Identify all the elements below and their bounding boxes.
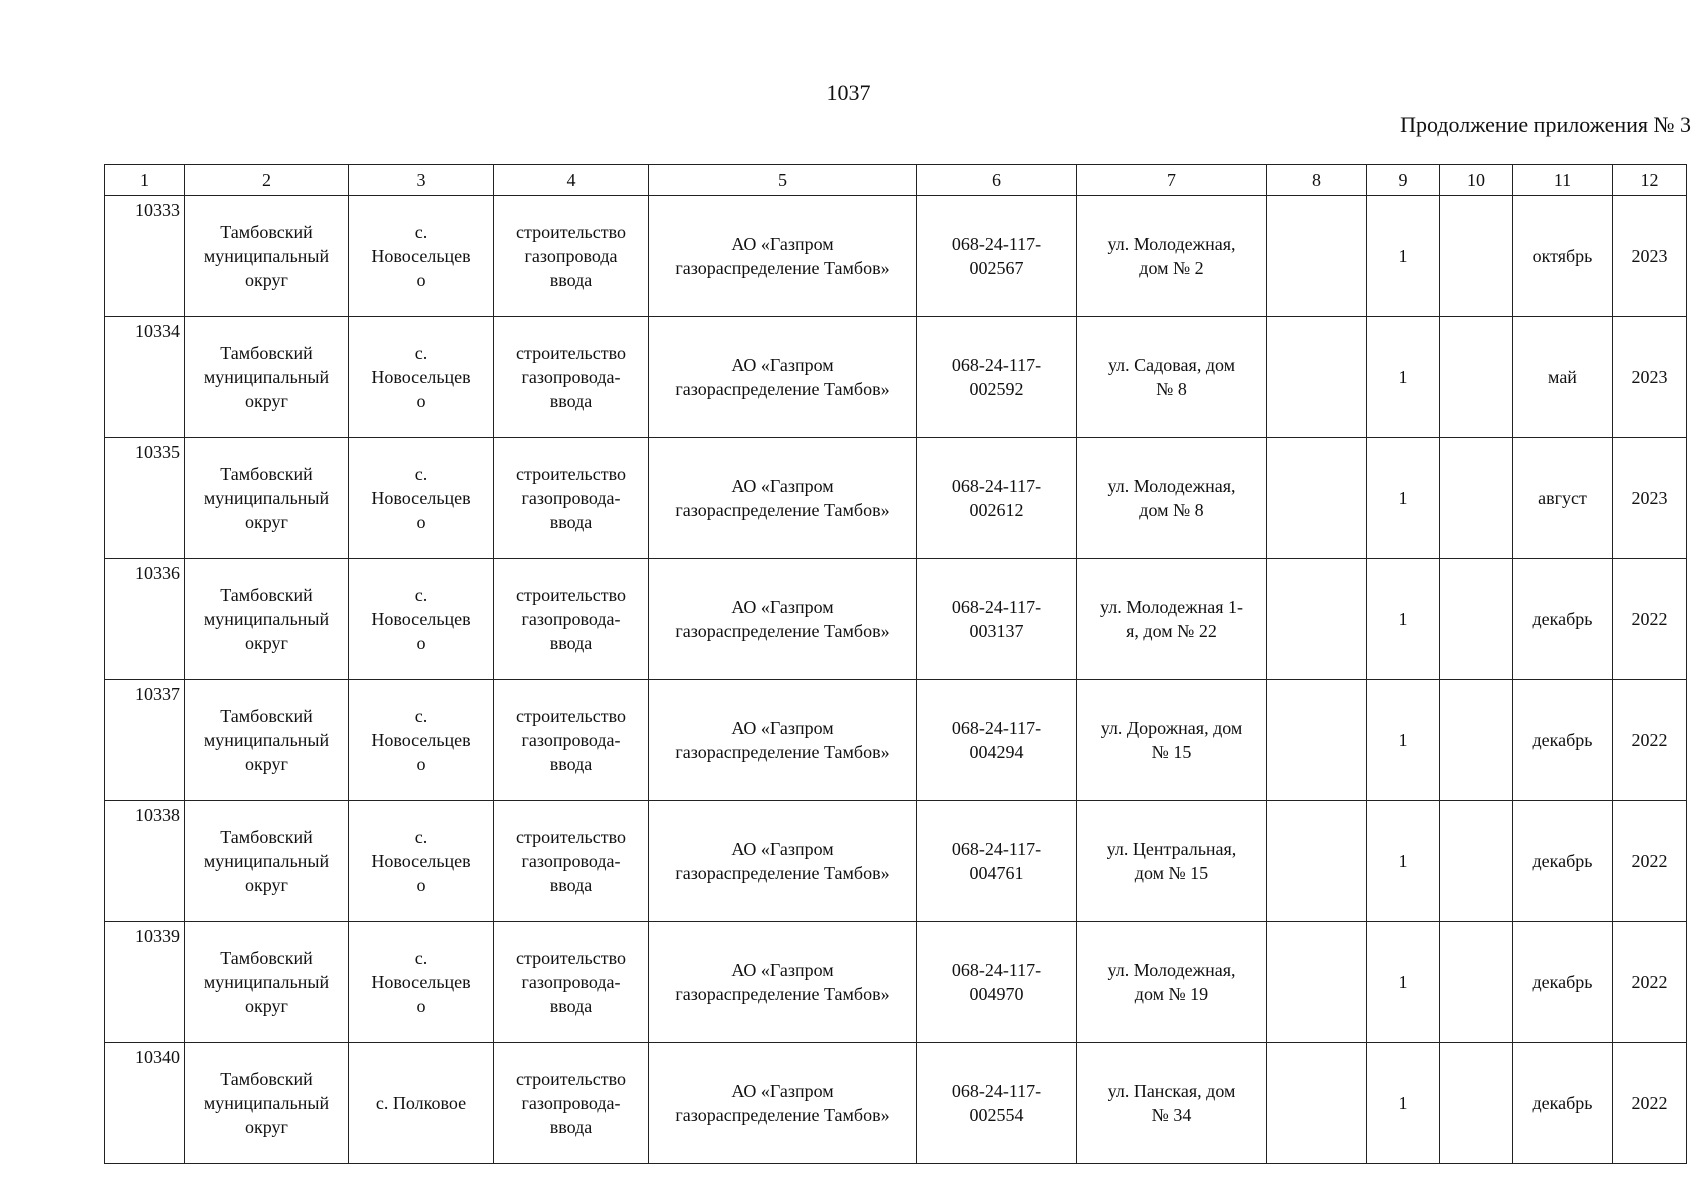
quantity-cell-text: 1: [1398, 609, 1408, 629]
object-code-cell-text: 068-24-117- 002612: [951, 476, 1042, 520]
address-cell-text: ул. Молодежная, дом № 19: [1107, 960, 1236, 1004]
address-cell-text: ул. Центральная, дом № 15: [1106, 839, 1237, 883]
work-type-cell-text: строительство газопровода- ввода: [516, 706, 626, 774]
object-code-cell: [917, 559, 1077, 680]
organization-cell: [649, 317, 917, 438]
organization-cell-text: АО «Газпром газораспределение Тамбов»: [675, 839, 890, 883]
quantity-cell-text: 1: [1398, 1093, 1408, 1113]
organization-cell: [649, 559, 917, 680]
table-row: [105, 680, 1687, 801]
year-cell-text: 2022: [1631, 609, 1668, 629]
settlement-cell-text: с. Новосельцев о: [371, 464, 471, 532]
table-row: [105, 196, 1687, 317]
organization-cell-text: АО «Газпром газораспределение Тамбов»: [675, 597, 890, 641]
district-cell-text: Тамбовский муниципальный округ: [203, 343, 330, 411]
table-row: [105, 922, 1687, 1043]
row-number: [105, 196, 185, 317]
address-cell: [1077, 922, 1267, 1043]
district-cell-text: Тамбовский муниципальный округ: [203, 1069, 330, 1137]
year-cell: [1613, 559, 1687, 680]
settlement-cell: [349, 801, 494, 922]
settlement-cell-text: с. Новосельцев о: [371, 343, 471, 411]
settlement-cell-text: с. Новосельцев о: [371, 222, 471, 290]
year-cell: [1613, 680, 1687, 801]
page-number: 1037: [826, 80, 871, 105]
work-type-cell: [494, 559, 649, 680]
object-code-cell: [917, 1043, 1077, 1164]
district-cell: [185, 317, 349, 438]
table-body: [105, 196, 1687, 1164]
table-row: [105, 801, 1687, 922]
quantity-cell-text: 1: [1398, 972, 1408, 992]
data-table: [104, 164, 1687, 1164]
address-cell: [1077, 438, 1267, 559]
work-type-cell: [494, 680, 649, 801]
object-code-cell-text: 068-24-117- 003137: [951, 597, 1042, 641]
district-cell: [185, 438, 349, 559]
quantity-cell: [1367, 801, 1440, 922]
month-cell: [1513, 438, 1613, 559]
organization-cell: [649, 801, 917, 922]
column-header-5: 5: [649, 165, 917, 196]
address-cell-text: ул. Панская, дом № 34: [1107, 1081, 1236, 1125]
settlement-cell-text: с. Новосельцев о: [371, 706, 471, 774]
address-cell-text: ул. Садовая, дом № 8: [1107, 355, 1236, 399]
organization-cell: [649, 922, 917, 1043]
year-cell-text: 2023: [1631, 367, 1668, 387]
table-row: [105, 438, 1687, 559]
row-number-text: 10336: [135, 563, 180, 583]
settlement-cell: [349, 559, 494, 680]
district-cell-text: Тамбовский муниципальный округ: [203, 706, 330, 774]
row-number: [105, 438, 185, 559]
month-cell: [1513, 196, 1613, 317]
district-cell: [185, 1043, 349, 1164]
row-number-text: 10339: [135, 926, 180, 946]
month-cell-text: декабрь: [1532, 851, 1593, 871]
year-cell-text: 2022: [1631, 972, 1668, 992]
row-number: [105, 1043, 185, 1164]
year-cell: [1613, 1043, 1687, 1164]
district-cell-text: Тамбовский муниципальный округ: [203, 827, 330, 895]
organization-cell-text: АО «Газпром газораспределение Тамбов»: [675, 476, 890, 520]
object-code-cell-text: 068-24-117- 002554: [951, 1081, 1042, 1125]
row-number: [105, 922, 185, 1043]
row-number-text: 10335: [135, 442, 180, 462]
settlement-cell: [349, 1043, 494, 1164]
work-type-cell: [494, 317, 649, 438]
column-10-cell: [1440, 317, 1513, 438]
column-header-2: 2: [185, 165, 349, 196]
column-8-cell: [1267, 922, 1367, 1043]
object-code-cell-text: 068-24-117- 002567: [951, 234, 1042, 278]
work-type-cell-text: строительство газопровода ввода: [516, 222, 626, 290]
work-type-cell-text: строительство газопровода- ввода: [516, 464, 626, 532]
quantity-cell-text: 1: [1398, 730, 1408, 750]
object-code-cell: [917, 922, 1077, 1043]
header-row: [105, 165, 1687, 196]
month-cell: [1513, 680, 1613, 801]
organization-cell-text: АО «Газпром газораспределение Тамбов»: [675, 1081, 890, 1125]
object-code-cell: [917, 801, 1077, 922]
settlement-cell-text: с. Новосельцев о: [371, 948, 471, 1016]
address-cell: [1077, 680, 1267, 801]
column-8-cell: [1267, 317, 1367, 438]
quantity-cell: [1367, 438, 1440, 559]
row-number-text: 10338: [135, 805, 180, 825]
row-number: [105, 559, 185, 680]
district-cell-text: Тамбовский муниципальный округ: [203, 464, 330, 532]
object-code-cell-text: 068-24-117- 002592: [951, 355, 1042, 399]
year-cell: [1613, 317, 1687, 438]
month-cell: [1513, 559, 1613, 680]
organization-cell-text: АО «Газпром газораспределение Тамбов»: [675, 355, 890, 399]
column-header-12: 12: [1613, 165, 1687, 196]
address-cell: [1077, 559, 1267, 680]
address-cell: [1077, 1043, 1267, 1164]
work-type-cell: [494, 801, 649, 922]
year-cell-text: 2022: [1631, 851, 1668, 871]
month-cell: [1513, 922, 1613, 1043]
district-cell: [185, 559, 349, 680]
year-cell: [1613, 196, 1687, 317]
work-type-cell-text: строительство газопровода- ввода: [516, 827, 626, 895]
settlement-cell-text: с. Новосельцев о: [371, 827, 471, 895]
month-cell-text: декабрь: [1532, 609, 1593, 629]
row-number-text: 10337: [135, 684, 180, 704]
address-cell: [1077, 801, 1267, 922]
year-cell-text: 2023: [1631, 246, 1668, 266]
address-cell-text: ул. Молодежная, дом № 2: [1107, 234, 1236, 278]
address-cell: [1077, 196, 1267, 317]
work-type-cell: [494, 1043, 649, 1164]
organization-cell-text: АО «Газпром газораспределение Тамбов»: [675, 234, 890, 278]
organization-cell: [649, 196, 917, 317]
quantity-cell-text: 1: [1398, 851, 1408, 871]
table-header: [105, 165, 1687, 196]
column-10-cell: [1440, 559, 1513, 680]
organization-cell: [649, 1043, 917, 1164]
settlement-cell: [349, 196, 494, 317]
table-row: [105, 317, 1687, 438]
district-cell: [185, 196, 349, 317]
year-cell-text: 2022: [1631, 1093, 1668, 1113]
quantity-cell: [1367, 680, 1440, 801]
column-header-10: 10: [1440, 165, 1513, 196]
quantity-cell: [1367, 922, 1440, 1043]
quantity-cell: [1367, 317, 1440, 438]
column-header-9: 9: [1367, 165, 1440, 196]
work-type-cell-text: строительство газопровода- ввода: [516, 1069, 626, 1137]
quantity-cell: [1367, 196, 1440, 317]
work-type-cell-text: строительство газопровода- ввода: [516, 343, 626, 411]
settlement-cell: [349, 922, 494, 1043]
column-8-cell: [1267, 559, 1367, 680]
column-header-7: 7: [1077, 165, 1267, 196]
column-8-cell: [1267, 1043, 1367, 1164]
month-cell-text: декабрь: [1532, 1093, 1593, 1113]
year-cell-text: 2022: [1631, 730, 1668, 750]
column-10-cell: [1440, 1043, 1513, 1164]
row-number-text: 10334: [135, 321, 180, 341]
column-10-cell: [1440, 680, 1513, 801]
column-header-11: 11: [1513, 165, 1613, 196]
object-code-cell: [917, 680, 1077, 801]
object-code-cell-text: 068-24-117- 004970: [951, 960, 1042, 1004]
column-8-cell: [1267, 438, 1367, 559]
column-8-cell: [1267, 801, 1367, 922]
settlement-cell-text: с. Новосельцев о: [371, 585, 471, 653]
row-number-text: 10340: [135, 1047, 180, 1067]
work-type-cell: [494, 438, 649, 559]
quantity-cell: [1367, 1043, 1440, 1164]
month-cell: [1513, 801, 1613, 922]
column-10-cell: [1440, 196, 1513, 317]
object-code-cell: [917, 317, 1077, 438]
object-code-cell: [917, 196, 1077, 317]
work-type-cell: [494, 196, 649, 317]
organization-cell-text: АО «Газпром газораспределение Тамбов»: [675, 960, 890, 1004]
table-row: [105, 1043, 1687, 1164]
object-code-cell: [917, 438, 1077, 559]
row-number-text: 10333: [135, 200, 180, 220]
district-cell-text: Тамбовский муниципальный округ: [203, 222, 330, 290]
settlement-cell: [349, 680, 494, 801]
work-type-cell-text: строительство газопровода- ввода: [516, 585, 626, 653]
work-type-cell-text: строительство газопровода- ввода: [516, 948, 626, 1016]
table-row: [105, 559, 1687, 680]
work-type-cell: [494, 922, 649, 1043]
column-header-6: 6: [917, 165, 1077, 196]
address-cell: [1077, 317, 1267, 438]
column-10-cell: [1440, 922, 1513, 1043]
address-cell-text: ул. Молодежная, дом № 8: [1107, 476, 1236, 520]
column-header-8: 8: [1267, 165, 1367, 196]
settlement-cell: [349, 438, 494, 559]
row-number: [105, 801, 185, 922]
address-cell-text: ул. Дорожная, дом № 15: [1100, 718, 1243, 762]
month-cell: [1513, 1043, 1613, 1164]
row-number: [105, 317, 185, 438]
column-header-4: 4: [494, 165, 649, 196]
year-cell: [1613, 801, 1687, 922]
district-cell: [185, 922, 349, 1043]
column-header-1: 1: [105, 165, 185, 196]
appendix-note: Продолжение приложения № 3: [1400, 112, 1691, 137]
district-cell: [185, 801, 349, 922]
settlement-cell: [349, 317, 494, 438]
quantity-cell: [1367, 559, 1440, 680]
year-cell: [1613, 438, 1687, 559]
quantity-cell-text: 1: [1398, 488, 1408, 508]
object-code-cell-text: 068-24-117- 004761: [951, 839, 1042, 883]
month-cell: [1513, 317, 1613, 438]
month-cell-text: октябрь: [1532, 246, 1593, 266]
address-cell-text: ул. Молодежная 1- я, дом № 22: [1100, 597, 1243, 641]
column-10-cell: [1440, 438, 1513, 559]
column-8-cell: [1267, 680, 1367, 801]
year-cell: [1613, 922, 1687, 1043]
month-cell-text: май: [1548, 367, 1577, 387]
settlement-cell-text: с. Полковое: [375, 1093, 467, 1113]
row-number: [105, 680, 185, 801]
district-cell-text: Тамбовский муниципальный округ: [203, 948, 330, 1016]
object-code-cell-text: 068-24-117- 004294: [951, 718, 1042, 762]
quantity-cell-text: 1: [1398, 367, 1408, 387]
year-cell-text: 2023: [1631, 488, 1668, 508]
month-cell-text: декабрь: [1532, 730, 1593, 750]
quantity-cell-text: 1: [1398, 246, 1408, 266]
column-10-cell: [1440, 801, 1513, 922]
organization-cell: [649, 438, 917, 559]
district-cell-text: Тамбовский муниципальный округ: [203, 585, 330, 653]
column-8-cell: [1267, 196, 1367, 317]
district-cell: [185, 680, 349, 801]
month-cell-text: декабрь: [1532, 972, 1593, 992]
column-header-3: 3: [349, 165, 494, 196]
organization-cell: [649, 680, 917, 801]
organization-cell-text: АО «Газпром газораспределение Тамбов»: [675, 718, 890, 762]
month-cell-text: август: [1538, 488, 1587, 508]
